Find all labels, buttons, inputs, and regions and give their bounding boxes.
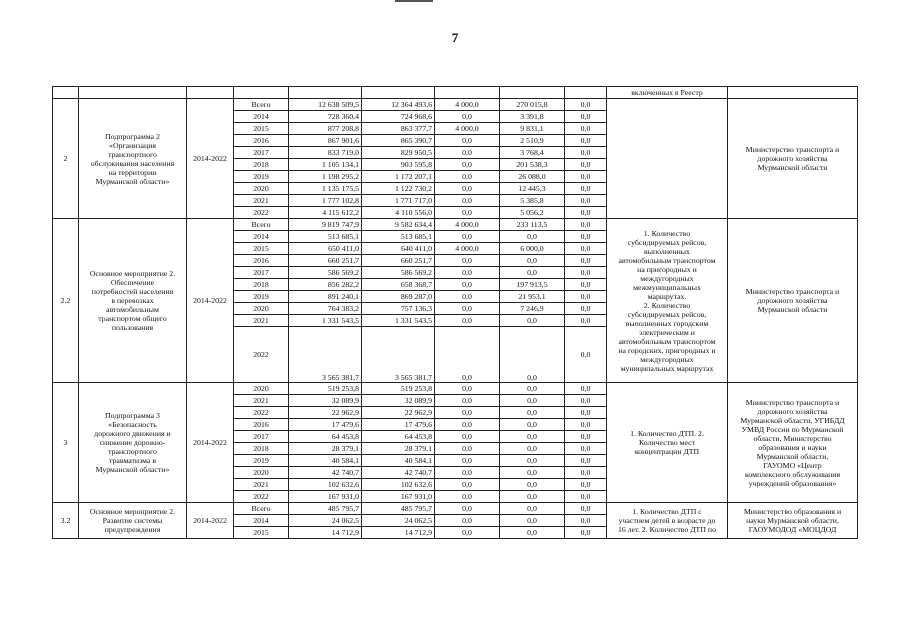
- other-cell: 0,0: [565, 219, 607, 231]
- total-cell: 102 632,6: [289, 479, 362, 491]
- budget-table: [52, 86, 858, 539]
- regional-budget-cell: 1 172 207,1: [362, 171, 435, 183]
- other-cell: 0,0: [565, 527, 607, 539]
- federal-budget-cell: 0,0: [435, 267, 500, 279]
- other-cell: 0,0: [565, 231, 607, 243]
- federal-budget-cell: 0,0: [435, 279, 500, 291]
- total-cell: 42 740,7: [289, 467, 362, 479]
- total-cell: 1 135 175,5: [289, 183, 362, 195]
- other-cell: 0,0: [565, 123, 607, 135]
- local-budget-cell: 0,0: [500, 419, 565, 431]
- total-cell: 9 819 747,9: [289, 219, 362, 231]
- table-row: [53, 383, 858, 395]
- year-cell: 2018: [234, 443, 289, 455]
- regional-budget-cell: 1 331 543,5: [362, 315, 435, 327]
- other-cell: 0,0: [565, 171, 607, 183]
- federal-budget-cell: 0,0: [435, 195, 500, 207]
- other-cell: 0,0: [565, 443, 607, 455]
- federal-budget-cell: 0,0: [435, 431, 500, 443]
- year-cell: 2020: [234, 383, 289, 395]
- item-number: 3: [53, 383, 79, 503]
- year-cell: 2021: [234, 395, 289, 407]
- other-cell: 0,0: [565, 243, 607, 255]
- item-period: 2014-2022: [187, 99, 234, 219]
- local-budget-cell: 0,0: [500, 479, 565, 491]
- year-cell: 2022: [234, 407, 289, 419]
- local-budget-cell: 6 000,0: [500, 243, 565, 255]
- total-cell: 877 208,8: [289, 123, 362, 135]
- year-cell: 2021: [234, 315, 289, 327]
- item-number: 2.2: [53, 219, 79, 383]
- table-row: [53, 503, 858, 515]
- federal-budget-cell: 4 000,0: [435, 243, 500, 255]
- regional-budget-cell: 640 411,0: [362, 243, 435, 255]
- local-budget-cell: 0,0: [500, 443, 565, 455]
- other-cell: 0,0: [565, 195, 607, 207]
- total-cell: 513 685,1: [289, 231, 362, 243]
- other-cell: 0,0: [565, 455, 607, 467]
- federal-budget-cell: 0,0: [435, 207, 500, 219]
- regional-budget-cell: 869 287,0: [362, 291, 435, 303]
- other-cell: 0,0: [565, 291, 607, 303]
- year-cell: 2015: [234, 123, 289, 135]
- regional-budget-cell: 32 089,9: [362, 395, 435, 407]
- federal-budget-cell: 0,0: [435, 491, 500, 503]
- year-cell: 2022: [234, 491, 289, 503]
- other-cell: 0,0: [565, 315, 607, 327]
- regional-budget-cell: 519 253,8: [362, 383, 435, 395]
- item-number: 2: [53, 99, 79, 219]
- local-budget-cell: 0,0: [500, 267, 565, 279]
- item-name: Основное мероприятие 2. Обеспечение потребностей населения в перевозках автомобильным транспортом общего пользования: [79, 219, 187, 383]
- total-cell: 167 931,0: [289, 491, 362, 503]
- year-cell: 2022: [234, 327, 289, 383]
- table-row: [53, 99, 858, 111]
- total-cell: 4 115 612,2: [289, 207, 362, 219]
- local-budget-cell: 12 445,3: [500, 183, 565, 195]
- regional-budget-cell: 17 479,6: [362, 419, 435, 431]
- indicator-cell: 1. Количество ДТП с участием детей в возрасте до 16 лет. 2. Количество ДТП по: [607, 503, 728, 539]
- total-cell: 17 479,6: [289, 419, 362, 431]
- local-budget-cell: 2 510,9: [500, 135, 565, 147]
- total-cell: 32 089,9: [289, 395, 362, 407]
- regional-budget-cell: 4 110 556,0: [362, 207, 435, 219]
- federal-budget-cell: 4 000,0: [435, 123, 500, 135]
- other-cell: 0,0: [565, 407, 607, 419]
- year-cell: Всего: [234, 503, 289, 515]
- executor-cell: Министерство образования и науки Мурманской области, ГАОУМОДОД «МОЦДОД: [728, 503, 858, 539]
- regional-budget-cell: 1 771 717,0: [362, 195, 435, 207]
- other-cell: 0,0: [565, 467, 607, 479]
- regional-budget-cell: 42 740,7: [362, 467, 435, 479]
- regional-budget-cell: 485 795,7: [362, 503, 435, 515]
- regional-budget-cell: 660 251,7: [362, 255, 435, 267]
- other-cell: 0,0: [565, 135, 607, 147]
- regional-budget-cell: 903 595,8: [362, 159, 435, 171]
- other-cell: 0,0: [565, 183, 607, 195]
- local-budget-cell: 0,0: [500, 455, 565, 467]
- local-budget-cell: 0,0: [500, 231, 565, 243]
- other-cell: 0,0: [565, 515, 607, 527]
- regional-budget-cell: 102 632,6: [362, 479, 435, 491]
- other-cell: 0,0: [565, 395, 607, 407]
- local-budget-cell: 0,0: [500, 383, 565, 395]
- federal-budget-cell: 0,0: [435, 147, 500, 159]
- item-number: 3.2: [53, 503, 79, 539]
- header-note: включенных в Реестр: [607, 87, 728, 99]
- local-budget-cell: 3 391,8: [500, 111, 565, 123]
- federal-budget-cell: 0,0: [435, 111, 500, 123]
- item-period: 2014-2022: [187, 383, 234, 503]
- total-cell: 519 253,8: [289, 383, 362, 395]
- local-budget-cell: 7 246,9: [500, 303, 565, 315]
- local-budget-cell: 201 538,3: [500, 159, 565, 171]
- year-cell: 2020: [234, 183, 289, 195]
- local-budget-cell: 0,0: [500, 255, 565, 267]
- other-cell: 0,0: [565, 383, 607, 395]
- table-row: [53, 219, 858, 231]
- local-budget-cell: 0,0: [500, 503, 565, 515]
- federal-budget-cell: 0,0: [435, 383, 500, 395]
- other-cell: 0,0: [565, 159, 607, 171]
- federal-budget-cell: 0,0: [435, 231, 500, 243]
- year-cell: 2020: [234, 467, 289, 479]
- local-budget-cell: 26 088,0: [500, 171, 565, 183]
- year-cell: 2021: [234, 479, 289, 491]
- local-budget-cell: 0,0: [500, 491, 565, 503]
- other-cell: 0,0: [565, 267, 607, 279]
- other-cell: 0,0: [565, 503, 607, 515]
- year-cell: 2014: [234, 231, 289, 243]
- year-cell: 2019: [234, 455, 289, 467]
- local-budget-cell: 0,0: [500, 395, 565, 407]
- item-name: Подпрограмма 3 «Безопасность дорожного движения и снижение дорожно- транспортного травматизма в Мурманской области»: [79, 383, 187, 503]
- federal-budget-cell: 0,0: [435, 455, 500, 467]
- regional-budget-cell: 863 377,7: [362, 123, 435, 135]
- other-cell: 0,0: [565, 431, 607, 443]
- year-cell: 2018: [234, 279, 289, 291]
- year-cell: 2022: [234, 207, 289, 219]
- year-cell: 2020: [234, 303, 289, 315]
- item-name: Подпрограмма 2 «Организация транспортного обслуживания населения на территории Мурманской области»: [79, 99, 187, 219]
- regional-budget-cell: 513 685,1: [362, 231, 435, 243]
- total-cell: 856 282,2: [289, 279, 362, 291]
- federal-budget-cell: 0,0: [435, 291, 500, 303]
- year-cell: 2015: [234, 527, 289, 539]
- year-cell: 2017: [234, 431, 289, 443]
- local-budget-cell: 21 953,1: [500, 291, 565, 303]
- local-budget-cell: 0,0: [500, 315, 565, 327]
- local-budget-cell: 270 015,8: [500, 99, 565, 111]
- indicator-cell: [607, 99, 728, 219]
- local-budget-cell: 0,0: [500, 515, 565, 527]
- regional-budget-cell: 12 364 493,6: [362, 99, 435, 111]
- item-period: 2014-2022: [187, 219, 234, 383]
- other-cell: 0,0: [565, 111, 607, 123]
- other-cell: 0,0: [565, 255, 607, 267]
- other-cell: 0,0: [565, 279, 607, 291]
- federal-budget-cell: 0,0: [435, 419, 500, 431]
- local-budget-cell: 0,0: [500, 327, 565, 383]
- regional-budget-cell: 9 582 634,4: [362, 219, 435, 231]
- local-budget-cell: 197 913,5: [500, 279, 565, 291]
- federal-budget-cell: 0,0: [435, 479, 500, 491]
- header-row: [53, 87, 858, 99]
- page-number: 7: [451, 30, 459, 45]
- total-cell: 650 411,0: [289, 243, 362, 255]
- total-cell: 12 638 509,5: [289, 99, 362, 111]
- local-budget-cell: 5 056,2: [500, 207, 565, 219]
- federal-budget-cell: 0,0: [435, 515, 500, 527]
- regional-budget-cell: 829 950,5: [362, 147, 435, 159]
- year-cell: Всего: [234, 219, 289, 231]
- total-cell: 586 569,2: [289, 267, 362, 279]
- federal-budget-cell: 4 000,0: [435, 99, 500, 111]
- total-cell: 1 105 134,1: [289, 159, 362, 171]
- total-cell: 1 777 102,8: [289, 195, 362, 207]
- federal-budget-cell: 0,0: [435, 135, 500, 147]
- federal-budget-cell: 0,0: [435, 407, 500, 419]
- regional-budget-cell: 28 379,1: [362, 443, 435, 455]
- item-name: Основное мероприятие 2. Развитие системы предупреждения: [79, 503, 187, 539]
- regional-budget-cell: 658 368,7: [362, 279, 435, 291]
- total-cell: 728 360,4: [289, 111, 362, 123]
- total-cell: 28 379,1: [289, 443, 362, 455]
- local-budget-cell: 0,0: [500, 431, 565, 443]
- federal-budget-cell: 4 000,0: [435, 219, 500, 231]
- total-cell: 22 962,9: [289, 407, 362, 419]
- regional-budget-cell: 14 712,9: [362, 527, 435, 539]
- federal-budget-cell: 0,0: [435, 183, 500, 195]
- item-period: 2014-2022: [187, 503, 234, 539]
- year-cell: 2019: [234, 291, 289, 303]
- top-rule: [395, 0, 433, 2]
- year-cell: 2015: [234, 243, 289, 255]
- total-cell: 485 795,7: [289, 503, 362, 515]
- year-cell: 2021: [234, 195, 289, 207]
- regional-budget-cell: 586 569,2: [362, 267, 435, 279]
- year-cell: 2017: [234, 147, 289, 159]
- indicator-cell: 1. Количество субсидируемых рейсов, выполненных автомобильным транспортом на пригородных и междугородных межмуниципальных маршрутах. 2. Количество субсидируемых рейсов, выполненных городским электрическим и автомобильным транспортом на городских, пригородных и междугородных муниципальных маршрутах: [607, 219, 728, 383]
- total-cell: 1 331 543,5: [289, 315, 362, 327]
- federal-budget-cell: 0,0: [435, 315, 500, 327]
- year-cell: 2016: [234, 135, 289, 147]
- other-cell: 0,0: [565, 207, 607, 219]
- total-cell: 40 584,1: [289, 455, 362, 467]
- federal-budget-cell: 0,0: [435, 171, 500, 183]
- total-cell: 833 719,0: [289, 147, 362, 159]
- year-cell: Всего: [234, 99, 289, 111]
- total-cell: 764 383,2: [289, 303, 362, 315]
- local-budget-cell: 5 385,8: [500, 195, 565, 207]
- regional-budget-cell: 40 584,1: [362, 455, 435, 467]
- federal-budget-cell: 0,0: [435, 159, 500, 171]
- year-cell: 2014: [234, 111, 289, 123]
- local-budget-cell: 233 113,5: [500, 219, 565, 231]
- federal-budget-cell: 0,0: [435, 527, 500, 539]
- executor-cell: Министерство транспорта и дорожного хозяйства Мурманской области: [728, 219, 858, 383]
- regional-budget-cell: 1 122 730,2: [362, 183, 435, 195]
- local-budget-cell: 0,0: [500, 527, 565, 539]
- executor-cell: Министерство транспорта и дорожного хозяйства Мурманской области: [728, 99, 858, 219]
- year-cell: 2014: [234, 515, 289, 527]
- total-cell: 24 062,5: [289, 515, 362, 527]
- local-budget-cell: 3 768,4: [500, 147, 565, 159]
- year-cell: 2016: [234, 419, 289, 431]
- local-budget-cell: 9 831,1: [500, 123, 565, 135]
- federal-budget-cell: 0,0: [435, 443, 500, 455]
- regional-budget-cell: 3 565 381,7: [362, 327, 435, 383]
- other-cell: 0,0: [565, 491, 607, 503]
- total-cell: 1 198 295,2: [289, 171, 362, 183]
- executor-cell: Министерство транспорта и дорожного хозяйства Мурманской области, УГИБДД УМВД России по Мурманской области, Министерство образования и науки Мурманской области, ГАУОМО «Центр комплексного обслуживания учреждений образования»: [728, 383, 858, 503]
- total-cell: 867 901,6: [289, 135, 362, 147]
- regional-budget-cell: 64 453,8: [362, 431, 435, 443]
- total-cell: 14 712,9: [289, 527, 362, 539]
- federal-budget-cell: 0,0: [435, 255, 500, 267]
- year-cell: 2017: [234, 267, 289, 279]
- indicator-cell: 1. Количество ДТП. 2. Количество мест концентрации ДТП: [607, 383, 728, 503]
- federal-budget-cell: 0,0: [435, 327, 500, 383]
- local-budget-cell: 0,0: [500, 407, 565, 419]
- year-cell: 2018: [234, 159, 289, 171]
- other-cell: 0,0: [565, 479, 607, 491]
- regional-budget-cell: 22 962,9: [362, 407, 435, 419]
- regional-budget-cell: 167 931,0: [362, 491, 435, 503]
- year-cell: 2016: [234, 255, 289, 267]
- total-cell: 660 251,7: [289, 255, 362, 267]
- regional-budget-cell: 24 062,5: [362, 515, 435, 527]
- regional-budget-cell: 865 390,7: [362, 135, 435, 147]
- other-cell: 0,0: [565, 147, 607, 159]
- regional-budget-cell: 724 968,6: [362, 111, 435, 123]
- year-cell: 2019: [234, 171, 289, 183]
- local-budget-cell: 0,0: [500, 467, 565, 479]
- federal-budget-cell: 0,0: [435, 395, 500, 407]
- other-cell: 0,0: [565, 327, 607, 383]
- federal-budget-cell: 0,0: [435, 467, 500, 479]
- total-cell: 64 453,8: [289, 431, 362, 443]
- other-cell: 0,0: [565, 303, 607, 315]
- total-cell: 3 565 381,7: [289, 327, 362, 383]
- total-cell: 891 240,1: [289, 291, 362, 303]
- regional-budget-cell: 757 136,3: [362, 303, 435, 315]
- federal-budget-cell: 0,0: [435, 503, 500, 515]
- other-cell: 0,0: [565, 419, 607, 431]
- federal-budget-cell: 0,0: [435, 303, 500, 315]
- other-cell: 0,0: [565, 99, 607, 111]
